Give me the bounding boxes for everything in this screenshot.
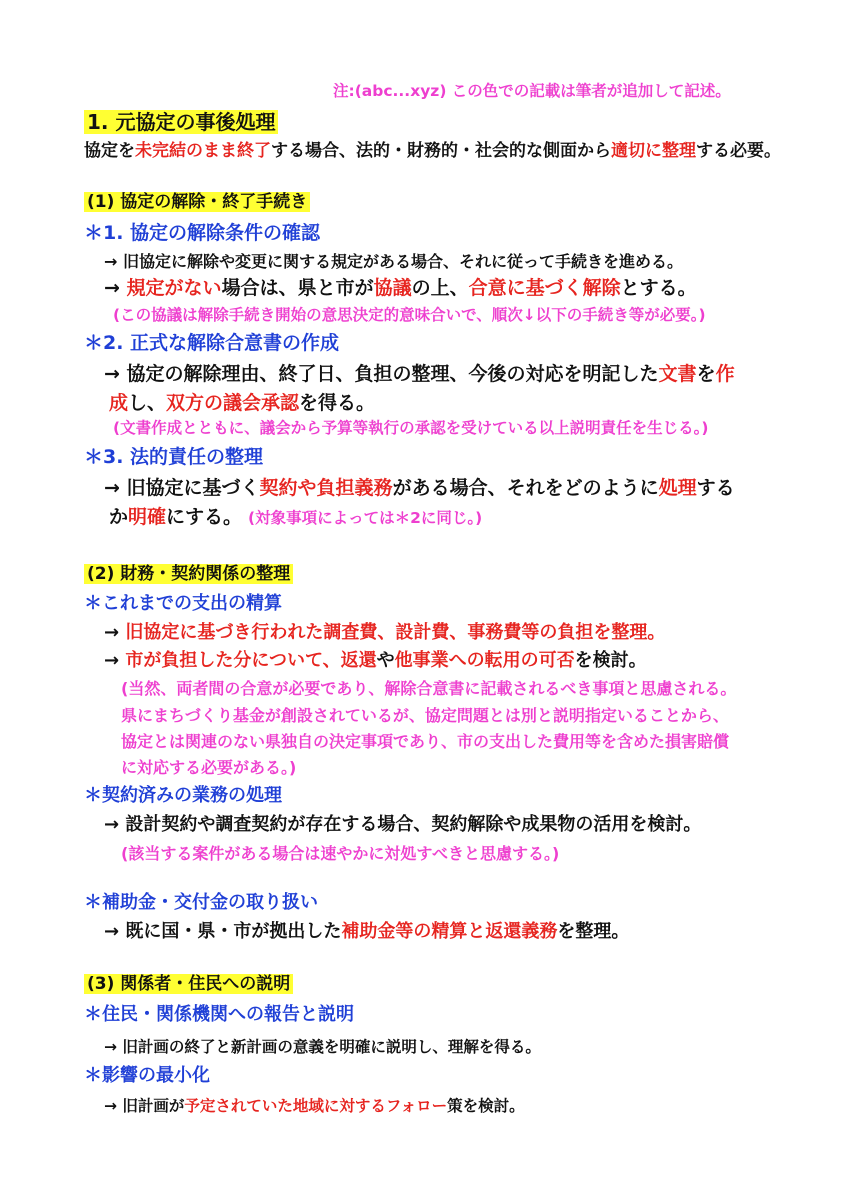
s1i2l1-a: → 協定の解除理由、終了日、負担の整理、今後の対応を明記した (104, 363, 659, 385)
section2-item1-note-2: 県にまちづくり基金が創設されているが、協定問題とは別と説明指定いることから、 (121, 706, 729, 725)
s2i1l2-f: を検討。 (574, 650, 647, 671)
s1i3l2-d: (対象事項によっては＊2に同じ。) (248, 509, 483, 527)
s1i2l1-d: 作 (715, 363, 735, 385)
section1-item2-line2 (109, 393, 375, 415)
s1i3l1-c: がある場合、それをどのように (392, 477, 659, 499)
s2i3l1-c: を整理。 (557, 921, 630, 942)
s1i1l2-a: → (104, 277, 127, 299)
section3-item2-title: ＊影響の最小化 (84, 1065, 210, 1086)
section2-item3-line1 (104, 922, 629, 943)
s1i3l2-b: 明確 (128, 506, 167, 528)
section1-item1-line2 (104, 278, 697, 300)
s1i3l1-a: → 旧協定に基づく (104, 477, 260, 499)
section1-item3-line1 (104, 478, 735, 500)
section2-item1-line1 (104, 623, 665, 644)
s1i2l2-b: し、 (128, 392, 167, 414)
s2i1l2-d: や (376, 650, 395, 671)
s2i1l2-b: 市が負担した分について、 (125, 650, 341, 671)
s2i3l1-a: → 既に国・県・市が拠出した (104, 921, 342, 942)
section1-heading (84, 193, 310, 213)
s1i1l2-b: 規定がない (126, 277, 222, 299)
section2-item1-line2 (104, 651, 647, 672)
section2-item2-title: ＊契約済みの業務の処理 (84, 785, 282, 806)
s2i3l1-b: 補助金等の精算と返還義務 (341, 921, 558, 942)
section2-heading-text: (2) 財務・契約関係の整理 (84, 564, 293, 584)
section2-item1-note-4: に対応する必要がある。) (121, 758, 297, 777)
s1i2l2-c: 双方の議会承認 (166, 392, 300, 414)
s3i2l1-b: 予定されていた地域に対するフォロー (184, 1097, 448, 1115)
s1i2l2-a: 成 (109, 392, 129, 414)
section3-item1-title: ＊住民・関係機関への報告と説明 (84, 1004, 354, 1025)
intro-p4: 適切に整理 (611, 141, 696, 161)
s2i1l1-a: → (104, 622, 126, 643)
s1i3l2-c: にする。 (166, 506, 243, 528)
section1-item1-note: (この協議は解除手続き開始の意思決定的意味合いで、順次↓以下の手続き等が必要。) (113, 306, 706, 324)
s1i3l1-d: 処理 (658, 477, 697, 499)
s2i1l2-c: 返還 (340, 650, 377, 671)
section1-item3-title: ＊3. 法的責任の整理 (84, 446, 264, 468)
section3-item2-line1 (104, 1098, 525, 1116)
s1i3l1-e: する (696, 477, 735, 499)
section1-item2-line1 (104, 364, 735, 386)
section1-item2-title: ＊2. 正式な解除合意書の作成 (84, 332, 340, 354)
section3-heading-text: (3) 関係者・住民への説明 (84, 974, 293, 994)
page-title (84, 111, 278, 134)
s3i2l1-c: 策を検討。 (447, 1097, 525, 1115)
s2i1l1-b: 旧協定に基づき行われた調査費、設計費、事務費等の負担を整理。 (125, 622, 666, 643)
section2-item1-note-1: (当然、両者間の合意が必要であり、解除合意書に記載されるべき事項と思慮される。 (121, 679, 737, 698)
intro-text (84, 142, 781, 162)
s1i1l2-c: 場合は、県と市が (221, 277, 374, 299)
page-title-text: 1. 元協定の事後処理 (84, 110, 278, 134)
intro-p1: 協定を (84, 141, 135, 161)
s2i1l2-e: 他事業への転用の可否 (394, 650, 575, 671)
section2-item1-note-3: 協定とは関連のない県独自の決定事項であり、市の支出した費用等を含めた損害賠償 (121, 732, 730, 751)
section3-heading (84, 975, 293, 995)
s1i2l2-d: を得る。 (299, 392, 376, 414)
section1-item1-line1: → 旧協定に解除や変更に関する規定がある場合、それに従って手続きを進める。 (104, 252, 683, 271)
s2i1l2-a: → (104, 650, 126, 671)
section2-item2-line1: → 設計契約や調査契約が存在する場合、契約解除や成果物の活用を検討。 (104, 814, 702, 835)
s1i1l2-g: とする。 (620, 277, 697, 299)
s1i1l2-d: 協議 (373, 277, 412, 299)
section2-item3-title: ＊補助金・交付金の取り扱い (84, 892, 318, 913)
section1-heading-text: (1) 協定の解除・終了手続き (84, 192, 310, 212)
section1-item1-title: ＊1. 協定の解除条件の確認 (84, 222, 321, 244)
intro-p2: 未完結のまま終了 (135, 141, 271, 161)
intro-p3: する場合、法的・財務的・社会的な側面から (271, 141, 611, 161)
section2-item1-title: ＊これまでの支出の精算 (84, 593, 282, 614)
section2-heading (84, 565, 293, 585)
section3-item1-line1: → 旧計画の終了と新計画の意義を明確に説明し、理解を得る。 (104, 1038, 541, 1056)
s1i1l2-f: 合意に基づく解除 (468, 277, 621, 299)
s1i3l1-b: 契約や負担義務 (259, 477, 393, 499)
s1i1l2-e: の上、 (411, 277, 469, 299)
intro-p5: する必要。 (696, 141, 781, 161)
s1i2l1-b: 文書 (658, 363, 697, 385)
author-note: 注:(abc...xyz) この色での記載は筆者が追加して記述。 (333, 82, 731, 100)
section2-item2-note: (該当する案件がある場合は速やかに対処すべきと思慮する。) (121, 844, 560, 863)
s1i2l1-c: を (696, 363, 716, 385)
section1-item2-note: (文書作成とともに、議会から予算等執行の承認を受けている以上説明責任を生じる。) (113, 419, 709, 437)
s3i2l1-a: → 旧計画が (104, 1097, 185, 1115)
section1-item3-line2 (109, 507, 482, 529)
s1i3l2-a: か (109, 506, 129, 528)
